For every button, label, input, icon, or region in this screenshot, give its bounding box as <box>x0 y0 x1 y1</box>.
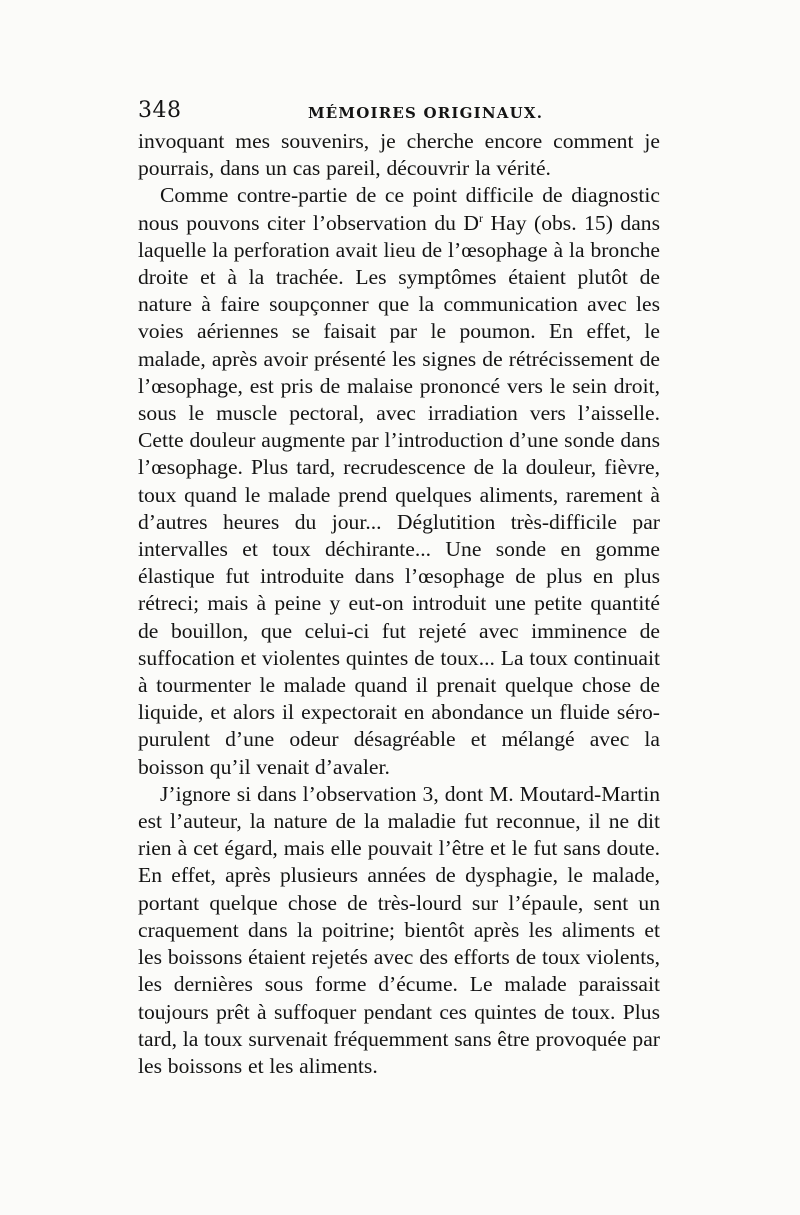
page-number: 348 <box>138 98 182 123</box>
paragraph-text-after-superscript: Hay (obs. 15) dans laquelle la perforation avait lieu de l’œsophage à la bronche droite et à la trachée. Les symptômes étaient plutôt de nature à faire soupçonner que la communication avec les voies aériennes se faisait par le poumon. En effet, le malade, après avoir présenté les signes de rétrécissement de l’œsophage, est pris de malaise prononcé vers le sein droit, sous le muscle pectoral, avec irradiation vers l’aisselle. Cette douleur augmente par l’introduction d’une sonde dans l’œsophage. Plus tard, recrudescence de la douleur, fièvre, toux quand le malade prend quelques aliments, rarement à d’autres heures du jour... Déglutition très-difficile par intervalles et toux déchirante... Une sonde en gomme élastique fut introduite dans l’œsophage de plus en plus rétreci; mais à peine y eut-on introduit une petite quantité de bouillon, que celui-ci fut rejeté avec imminence de suffocation et violentes quintes de toux... La toux continuait à tourmenter le malade quand il prenait quelque chose de liquide, et alors il expectorait en abondance un fluide séro-purulent d’une odeur désagréable et mélangé avec la boisson qu’il venait d’avaler. <box>138 210 660 779</box>
paragraph-continuation: invoquant mes souvenirs, je cherche encore comment je pourrais, dans un cas pareil, découvrir la vérité. <box>138 129 660 181</box>
paragraph-moutard-martin-observation: J’ignore si dans l’observation 3, dont M. Moutard-Martin est l’auteur, la nature de la maladie fut reconnue, il ne dit rien à cet égard, mais elle pouvait l’être et le fut sans doute. En effet, après plusieurs années de dysphagie, le malade, portant quelque chose de très-lourd sur l’épaule, sent un craquement dans la poitrine; bientôt après les aliments et les boissons étaient rejetés avec des efforts de toux violents, les dernières sous forme d’écume. Le malade paraissait toujours prêt à suffoquer pendant ces quintes de toux. Plus tard, la toux survenait fréquemment sans être provoquée par les boissons et les aliments. <box>138 781 660 1078</box>
paragraph-text-before-superscript: Comme contre-partie de ce point difficile de diagnostic nous pouvons citer l’observation du D <box>138 183 660 235</box>
paragraph-hay-observation <box>138 182 660 780</box>
running-head <box>138 96 668 130</box>
body-text <box>138 128 660 1080</box>
running-title: MÉMOIRES ORIGINAUX. <box>308 104 544 122</box>
doctor-abbreviation-superscript: r <box>479 210 484 225</box>
